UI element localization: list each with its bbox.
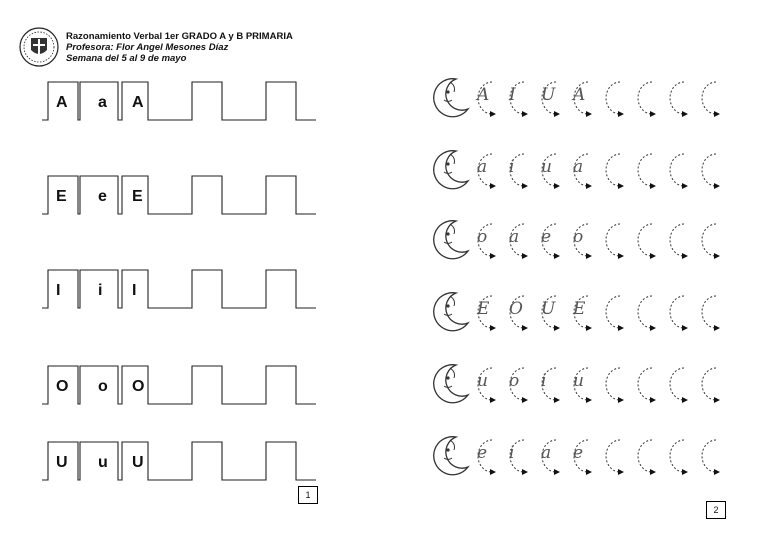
cursive-letter: o (573, 227, 584, 247)
letter-lower: e (98, 188, 107, 205)
square-wave-line (40, 364, 320, 412)
tracing-circle (694, 292, 724, 330)
tracing-circle (502, 292, 532, 330)
cursive-letter: i (541, 371, 547, 391)
tracing-circle (694, 78, 724, 116)
letter-lower: a (98, 94, 107, 111)
cursive-letter: a (541, 443, 552, 463)
cursive-letter: u (477, 371, 488, 391)
tracing-circle (566, 292, 596, 330)
wave-path (42, 270, 316, 308)
crescent-moon-icon (430, 218, 472, 260)
tracing-circle (630, 364, 660, 402)
crescent-moon-icon (430, 362, 472, 404)
tracing-circle (598, 436, 628, 474)
cursive-letter: i (509, 157, 515, 177)
tracing-circle (502, 364, 532, 402)
cursive-letter: o (477, 227, 488, 247)
letter-lower: o (98, 378, 108, 395)
tracing-circle (470, 292, 500, 330)
cursive-letter: O (509, 299, 523, 319)
letter-upper: E (56, 188, 67, 205)
cursive-letter: o (509, 371, 520, 391)
cursive-letter: e (573, 443, 584, 463)
tracing-circle (534, 364, 564, 402)
cursive-letter: a (573, 157, 584, 177)
tracing-circle (630, 220, 660, 258)
square-wave-line (40, 440, 320, 488)
tracing-circle (566, 78, 596, 116)
tracing-circle (534, 436, 564, 474)
letter-upper: U (56, 454, 68, 471)
cursive-letter: a (509, 227, 520, 247)
tracing-circle (598, 150, 628, 188)
cursive-letter: E (573, 299, 586, 319)
tracing-circle (630, 292, 660, 330)
letter-upper: A (56, 94, 68, 111)
letter-row (40, 440, 320, 488)
cursive-letter: u (573, 371, 584, 391)
tracing-circle (662, 78, 692, 116)
cursive-letter: e (541, 227, 552, 247)
teacher-name: Profesora: Flor Angel Mesones Díaz (66, 42, 229, 53)
tracing-circle (630, 78, 660, 116)
wave-path (42, 366, 316, 404)
cursive-letter: U (541, 299, 556, 319)
tracing-circle (598, 78, 628, 116)
tracing-circle (630, 150, 660, 188)
tracing-circle (502, 78, 532, 116)
letter-upper2: U (132, 454, 144, 471)
worksheet-title: Razonamiento Verbal 1er GRADO A y B PRIMARIA (66, 31, 293, 42)
tracing-circle (598, 364, 628, 402)
cursive-letter: i (509, 443, 515, 463)
letter-upper2: E (132, 188, 143, 205)
tracing-circle (662, 364, 692, 402)
wave-path (42, 176, 316, 214)
cursive-letter: I (509, 85, 516, 105)
week-label: Semana del 5 al 9 de mayo (66, 53, 187, 64)
tracing-circle (534, 150, 564, 188)
letter-upper2: O (132, 378, 145, 395)
square-wave-line (40, 80, 320, 128)
square-wave-line (40, 268, 320, 316)
tracing-circle (470, 436, 500, 474)
tracing-circle (662, 150, 692, 188)
tracing-circle (534, 292, 564, 330)
cursive-letter: a (477, 157, 488, 177)
school-crest-icon (18, 26, 60, 68)
tracing-circle (630, 436, 660, 474)
tracing-circle (662, 220, 692, 258)
crescent-moon-icon (430, 434, 472, 476)
tracing-circle (694, 436, 724, 474)
tracing-circle (598, 220, 628, 258)
cursive-letter: E (477, 299, 490, 319)
letter-row (40, 174, 320, 222)
wave-path (42, 442, 316, 480)
square-wave-line (40, 174, 320, 222)
crescent-moon-icon (430, 290, 472, 332)
cursive-letter: u (541, 157, 552, 177)
letter-upper2: A (132, 94, 144, 111)
letter-lower: i (98, 282, 103, 299)
page-number-2: 2 (706, 501, 726, 519)
tracing-circle (566, 220, 596, 258)
tracing-circle (502, 150, 532, 188)
tracing-circle (566, 364, 596, 402)
cursive-letter: A (573, 85, 586, 105)
tracing-circle (502, 220, 532, 258)
tracing-circle (566, 436, 596, 474)
page-number-1: 1 (298, 486, 318, 504)
tracing-circle (694, 364, 724, 402)
letter-row (40, 364, 320, 412)
cursive-letter: U (541, 85, 556, 105)
cursive-letter: e (477, 443, 488, 463)
letter-row (40, 268, 320, 316)
wave-path (42, 82, 316, 120)
letter-row (40, 80, 320, 128)
tracing-circle (662, 292, 692, 330)
tracing-circle (598, 292, 628, 330)
tracing-circle (470, 364, 500, 402)
cursive-letter: A (477, 85, 490, 105)
letter-upper: O (56, 378, 69, 395)
tracing-circle (470, 78, 500, 116)
crescent-moon-icon (430, 76, 472, 118)
tracing-circle (662, 436, 692, 474)
tracing-circle (566, 150, 596, 188)
tracing-circle (534, 78, 564, 116)
tracing-circle (694, 220, 724, 258)
letter-upper2: I (132, 282, 137, 299)
tracing-circle (534, 220, 564, 258)
letter-upper: I (56, 282, 61, 299)
tracing-circle (470, 220, 500, 258)
crescent-moon-icon (430, 148, 472, 190)
tracing-circle (470, 150, 500, 188)
letter-lower: u (98, 454, 108, 471)
tracing-circle (694, 150, 724, 188)
tracing-circle (502, 436, 532, 474)
